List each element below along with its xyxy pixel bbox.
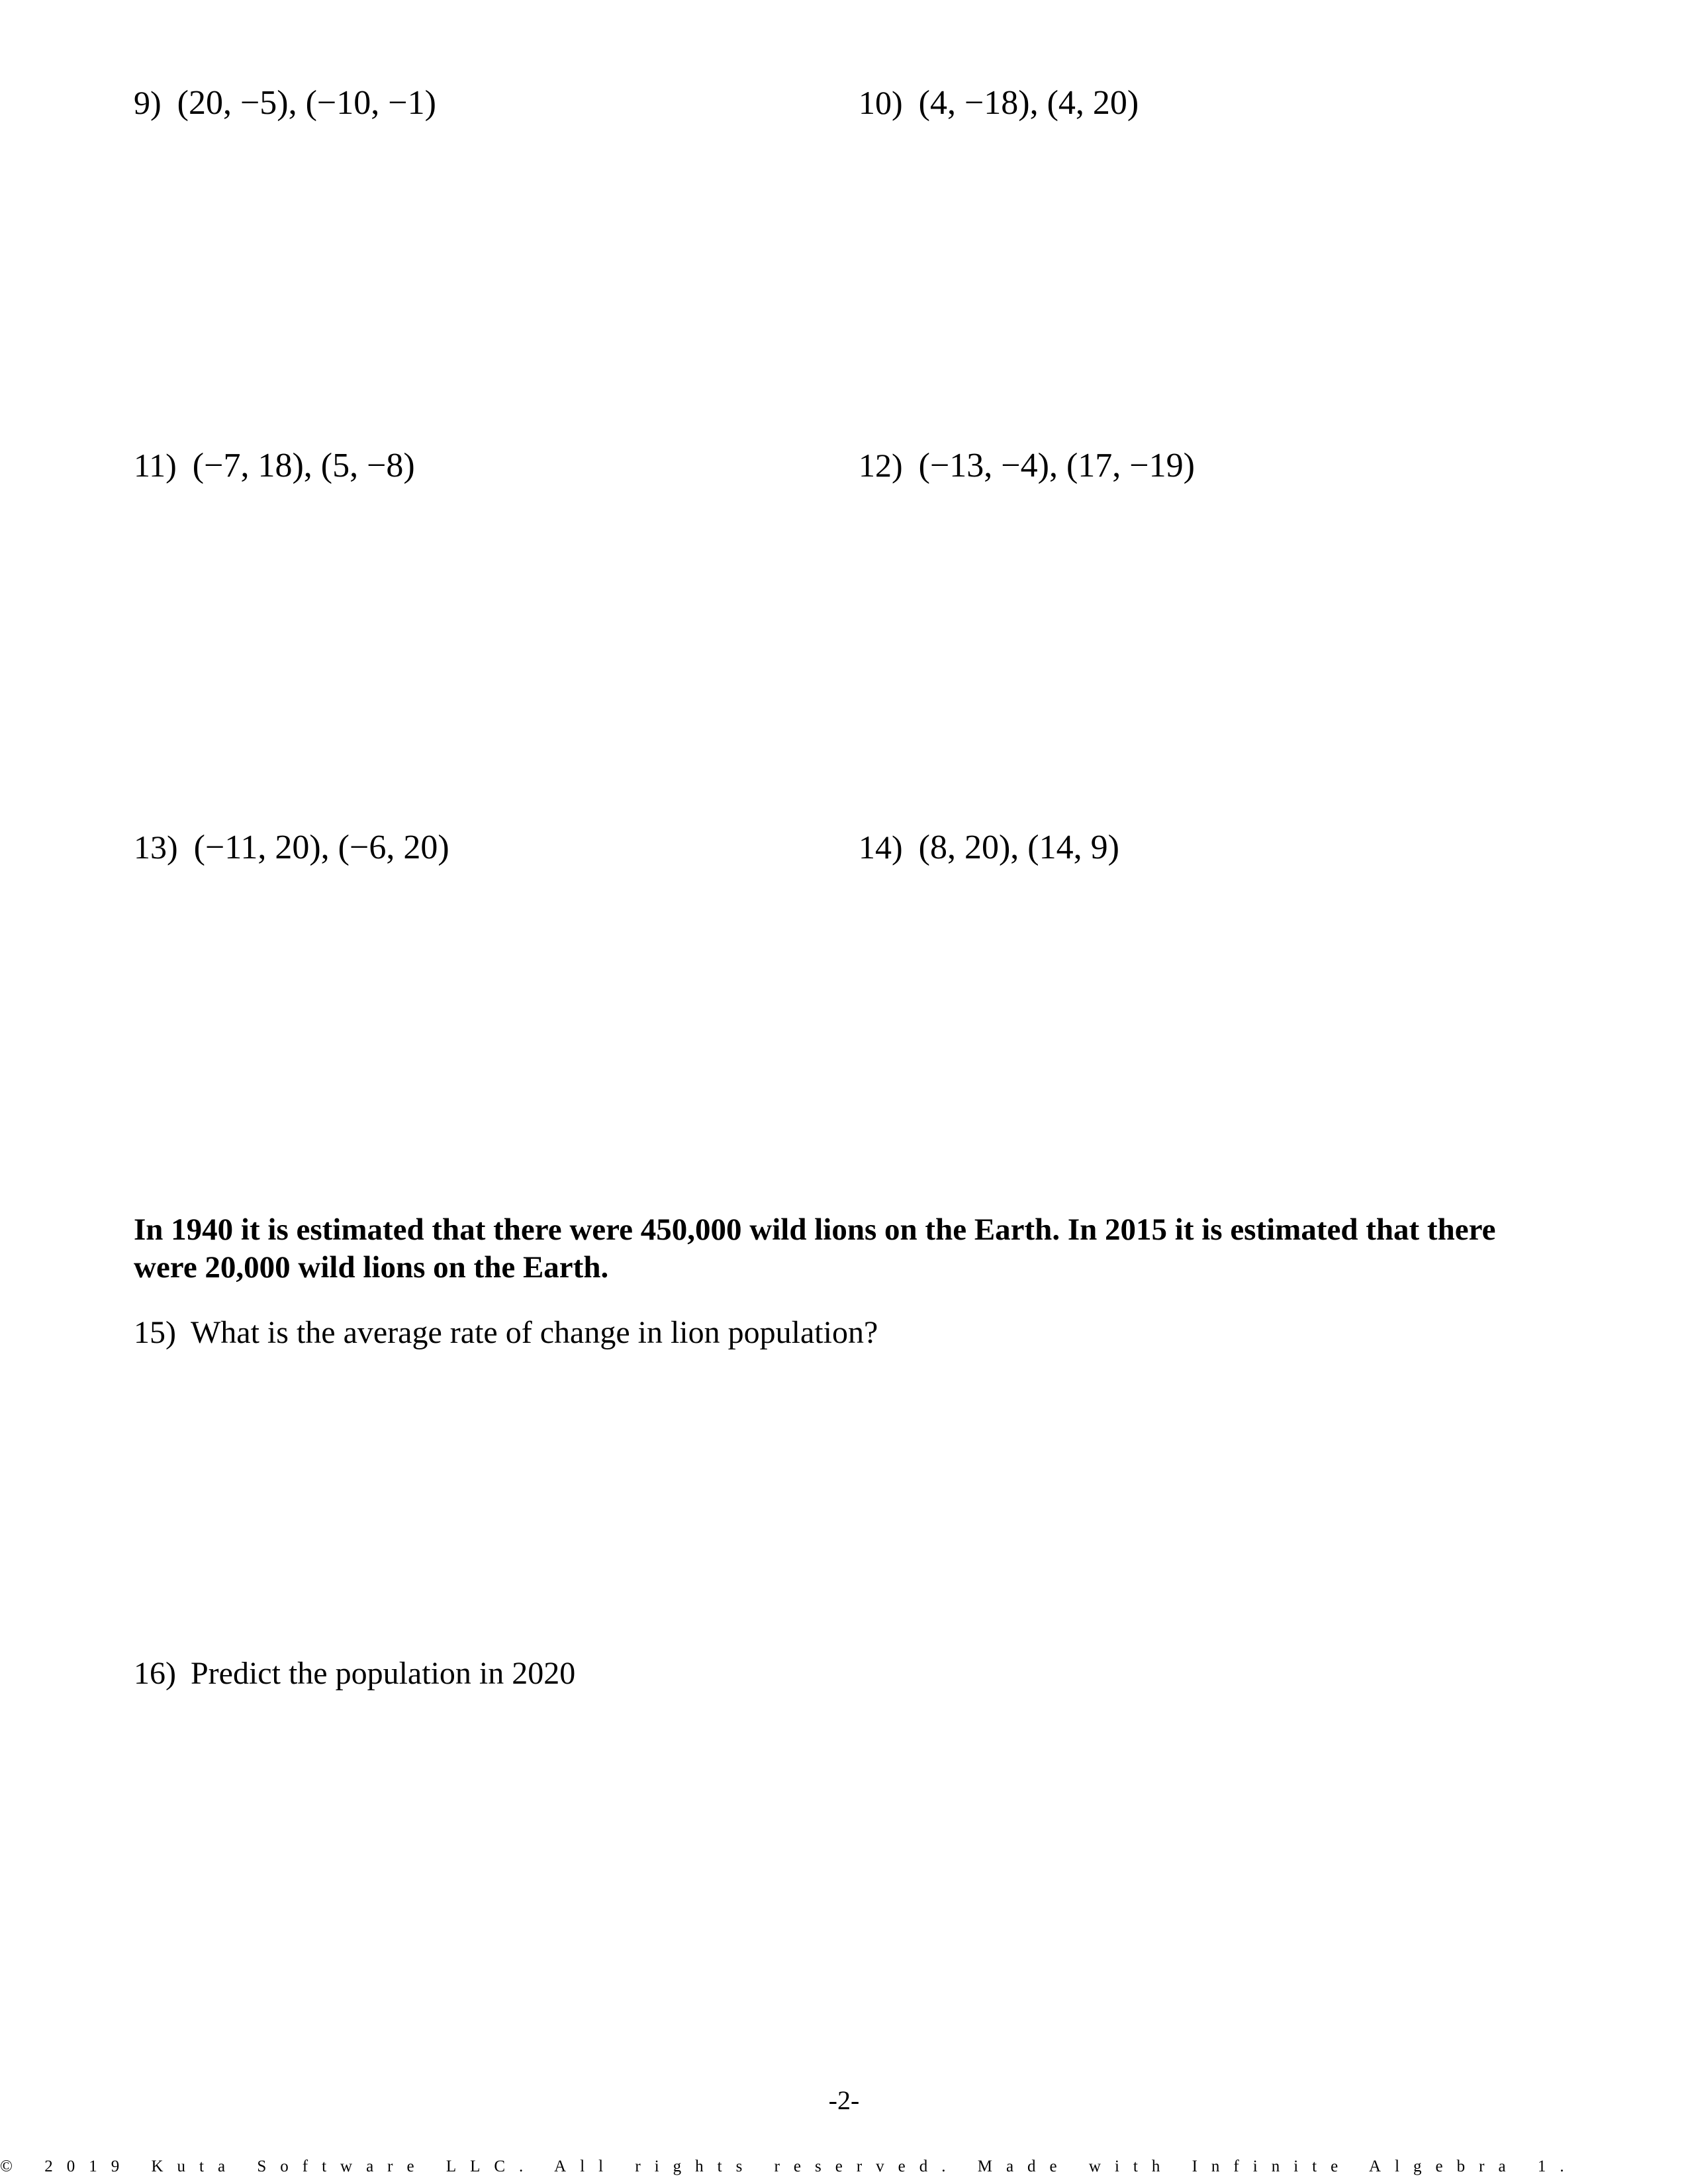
problem-11 xyxy=(134,449,415,483)
question-16 xyxy=(134,1658,575,1690)
problem-14 xyxy=(859,831,1119,865)
problem-number: 13) xyxy=(134,829,178,866)
problem-12 xyxy=(859,449,1195,483)
copyright-footer: © 2019 Kuta Software LLC. All rights reserved. Made with Infinite Algebra 1. xyxy=(0,2158,1578,2175)
problem-number: 9) xyxy=(134,84,162,121)
problem-number: 10) xyxy=(859,84,903,121)
problem-number: 14) xyxy=(859,829,903,866)
problem-points: (−11, 20), (−6, 20) xyxy=(193,829,449,866)
problem-number: 12) xyxy=(859,447,903,484)
problem-points: (−7, 18), (5, −8) xyxy=(192,447,415,484)
page-number: -2- xyxy=(828,2085,860,2115)
problem-9 xyxy=(134,86,436,120)
problem-points: (8, 20), (14, 9) xyxy=(918,829,1119,866)
problem-points: (20, −5), (−10, −1) xyxy=(177,84,436,122)
problem-points: (4, −18), (4, 20) xyxy=(918,84,1139,122)
question-text: Predict the population in 2020 xyxy=(190,1656,576,1691)
word-problem-scenario: In 1940 it is estimated that there were 450,000 wild lions on the Earth. In 2015 it is estimated that there were 20,000 wild lions on the Earth. xyxy=(134,1212,1496,1285)
question-15 xyxy=(134,1317,878,1349)
problem-number: 11) xyxy=(134,447,177,484)
problem-points: (−13, −4), (17, −19) xyxy=(918,447,1195,484)
question-text: What is the average rate of change in lion population? xyxy=(190,1315,878,1350)
problem-13 xyxy=(134,831,449,865)
question-number: 16) xyxy=(134,1656,176,1691)
question-number: 15) xyxy=(134,1315,176,1350)
problem-10 xyxy=(859,86,1139,120)
